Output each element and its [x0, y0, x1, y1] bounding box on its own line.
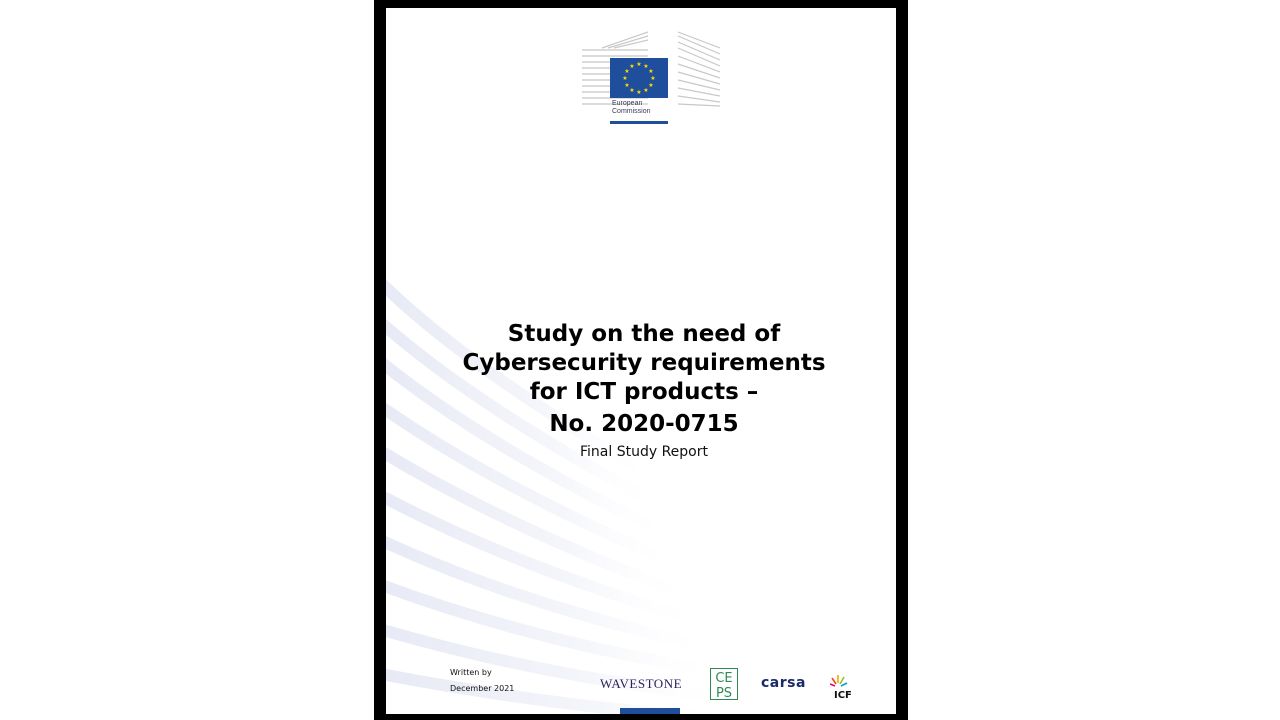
- logo-underline: [610, 121, 668, 124]
- written-by-label: Written by: [450, 668, 492, 677]
- wavestone-logo: WAVESTONE: [600, 676, 683, 691]
- svg-text:★: ★: [624, 82, 630, 89]
- svg-text:★: ★: [643, 87, 649, 94]
- title-line-1: Study on the need of: [507, 321, 781, 347]
- document-number: No. 2020-0715: [549, 411, 739, 437]
- svg-text:★: ★: [643, 63, 649, 70]
- bottom-accent-bar: [620, 708, 680, 714]
- svg-text:★: ★: [636, 89, 642, 96]
- svg-text:★: ★: [648, 68, 654, 75]
- ceps-bottom: PS: [715, 686, 733, 700]
- logo-text: [612, 100, 651, 116]
- title-line-3: for ICT products –: [529, 379, 759, 405]
- logo-text-line2: Commission: [612, 108, 651, 115]
- svg-text:★: ★: [624, 68, 630, 75]
- european-commission-logo: [582, 28, 720, 128]
- ceps-top: CE: [715, 671, 733, 686]
- svg-text:★: ★: [622, 75, 628, 82]
- svg-text:★: ★: [648, 82, 654, 89]
- logo-text-line1: European: [612, 100, 643, 107]
- title-line-2: Cybersecurity requirements: [462, 350, 826, 376]
- icf-text: ICF: [834, 690, 852, 700]
- icf-logo: [830, 672, 862, 700]
- document-title: [386, 320, 896, 407]
- svg-text:★: ★: [650, 75, 656, 82]
- document-date: December 2021: [450, 684, 515, 693]
- svg-text:★: ★: [636, 61, 642, 68]
- ceps-logo: [710, 668, 738, 700]
- document-page: [386, 8, 896, 714]
- svg-text:★: ★: [629, 63, 635, 70]
- carsa-logo: carsa: [761, 675, 806, 691]
- document-subtitle: Final Study Report: [580, 444, 708, 460]
- svg-text:★: ★: [629, 87, 635, 94]
